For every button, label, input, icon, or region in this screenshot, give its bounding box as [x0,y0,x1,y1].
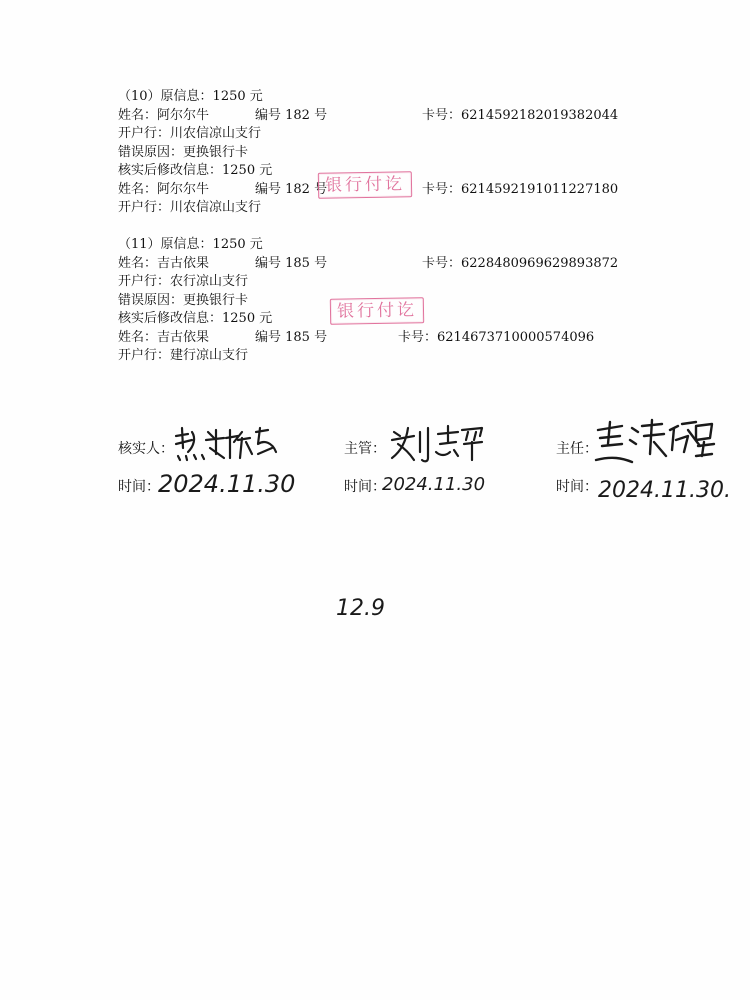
verifier-signature [172,424,284,464]
director-date: 2024.11.30. [598,478,731,503]
record10-bank2: 开户行：川农信凉山支行 [118,200,262,215]
supervisor-date: 2024.11.30 [382,474,486,495]
record11-bank2: 开户行：建行凉山支行 [118,348,249,363]
record10-bank: 开户行：川农信凉山支行 [118,126,262,141]
verifier-date: 2024.11.30 [158,470,296,498]
bank-paid-stamp: 银行付讫 [318,171,412,199]
record11-error: 错误原因：更换银行卡 [118,293,249,308]
record10-name2: 姓名：阿尔尔牛 [118,182,210,197]
page-number: 12.9 [336,596,385,621]
record10-name: 姓名：阿尔尔牛 [118,108,210,123]
director-time-label: 时间： [556,479,598,495]
record11-header: （11）原信息：1250 元 [118,237,263,252]
record10-header: （10）原信息：1250 元 [118,89,263,104]
record10-error: 错误原因：更换银行卡 [118,145,249,160]
director-signature [592,416,716,468]
record11-number: 编号 185 号 [255,256,328,271]
record10-card: 卡号：6214592182019382044 [422,108,619,123]
record10-modified: 核实后修改信息：1250 元 [118,163,273,178]
record10-number: 编号 182 号 [255,108,328,123]
record11-card: 卡号：6228480969629893872 [422,256,619,271]
record11-name: 姓名：吉古依果 [118,256,210,271]
record11-bank: 开户行：农行凉山支行 [118,274,249,289]
bank-paid-stamp: 银行付讫 [330,297,424,325]
supervisor-signature [388,422,488,464]
record11-card2: 卡号：6214673710000574096 [398,330,595,345]
record10-card2: 卡号：6214592191011227180 [422,182,619,197]
verifier-time-label: 时间： [118,479,160,495]
record11-number2: 编号 185 号 [255,330,328,345]
record11-modified: 核实后修改信息：1250 元 [118,311,273,326]
supervisor-time-label: 时间： [344,479,386,495]
verifier-label: 核实人： [118,441,174,457]
director-label: 主任： [556,441,598,457]
supervisor-label: 主管： [344,441,386,457]
record11-name2: 姓名：吉古依果 [118,330,210,345]
record10-number2: 编号 182 号 [255,182,328,197]
